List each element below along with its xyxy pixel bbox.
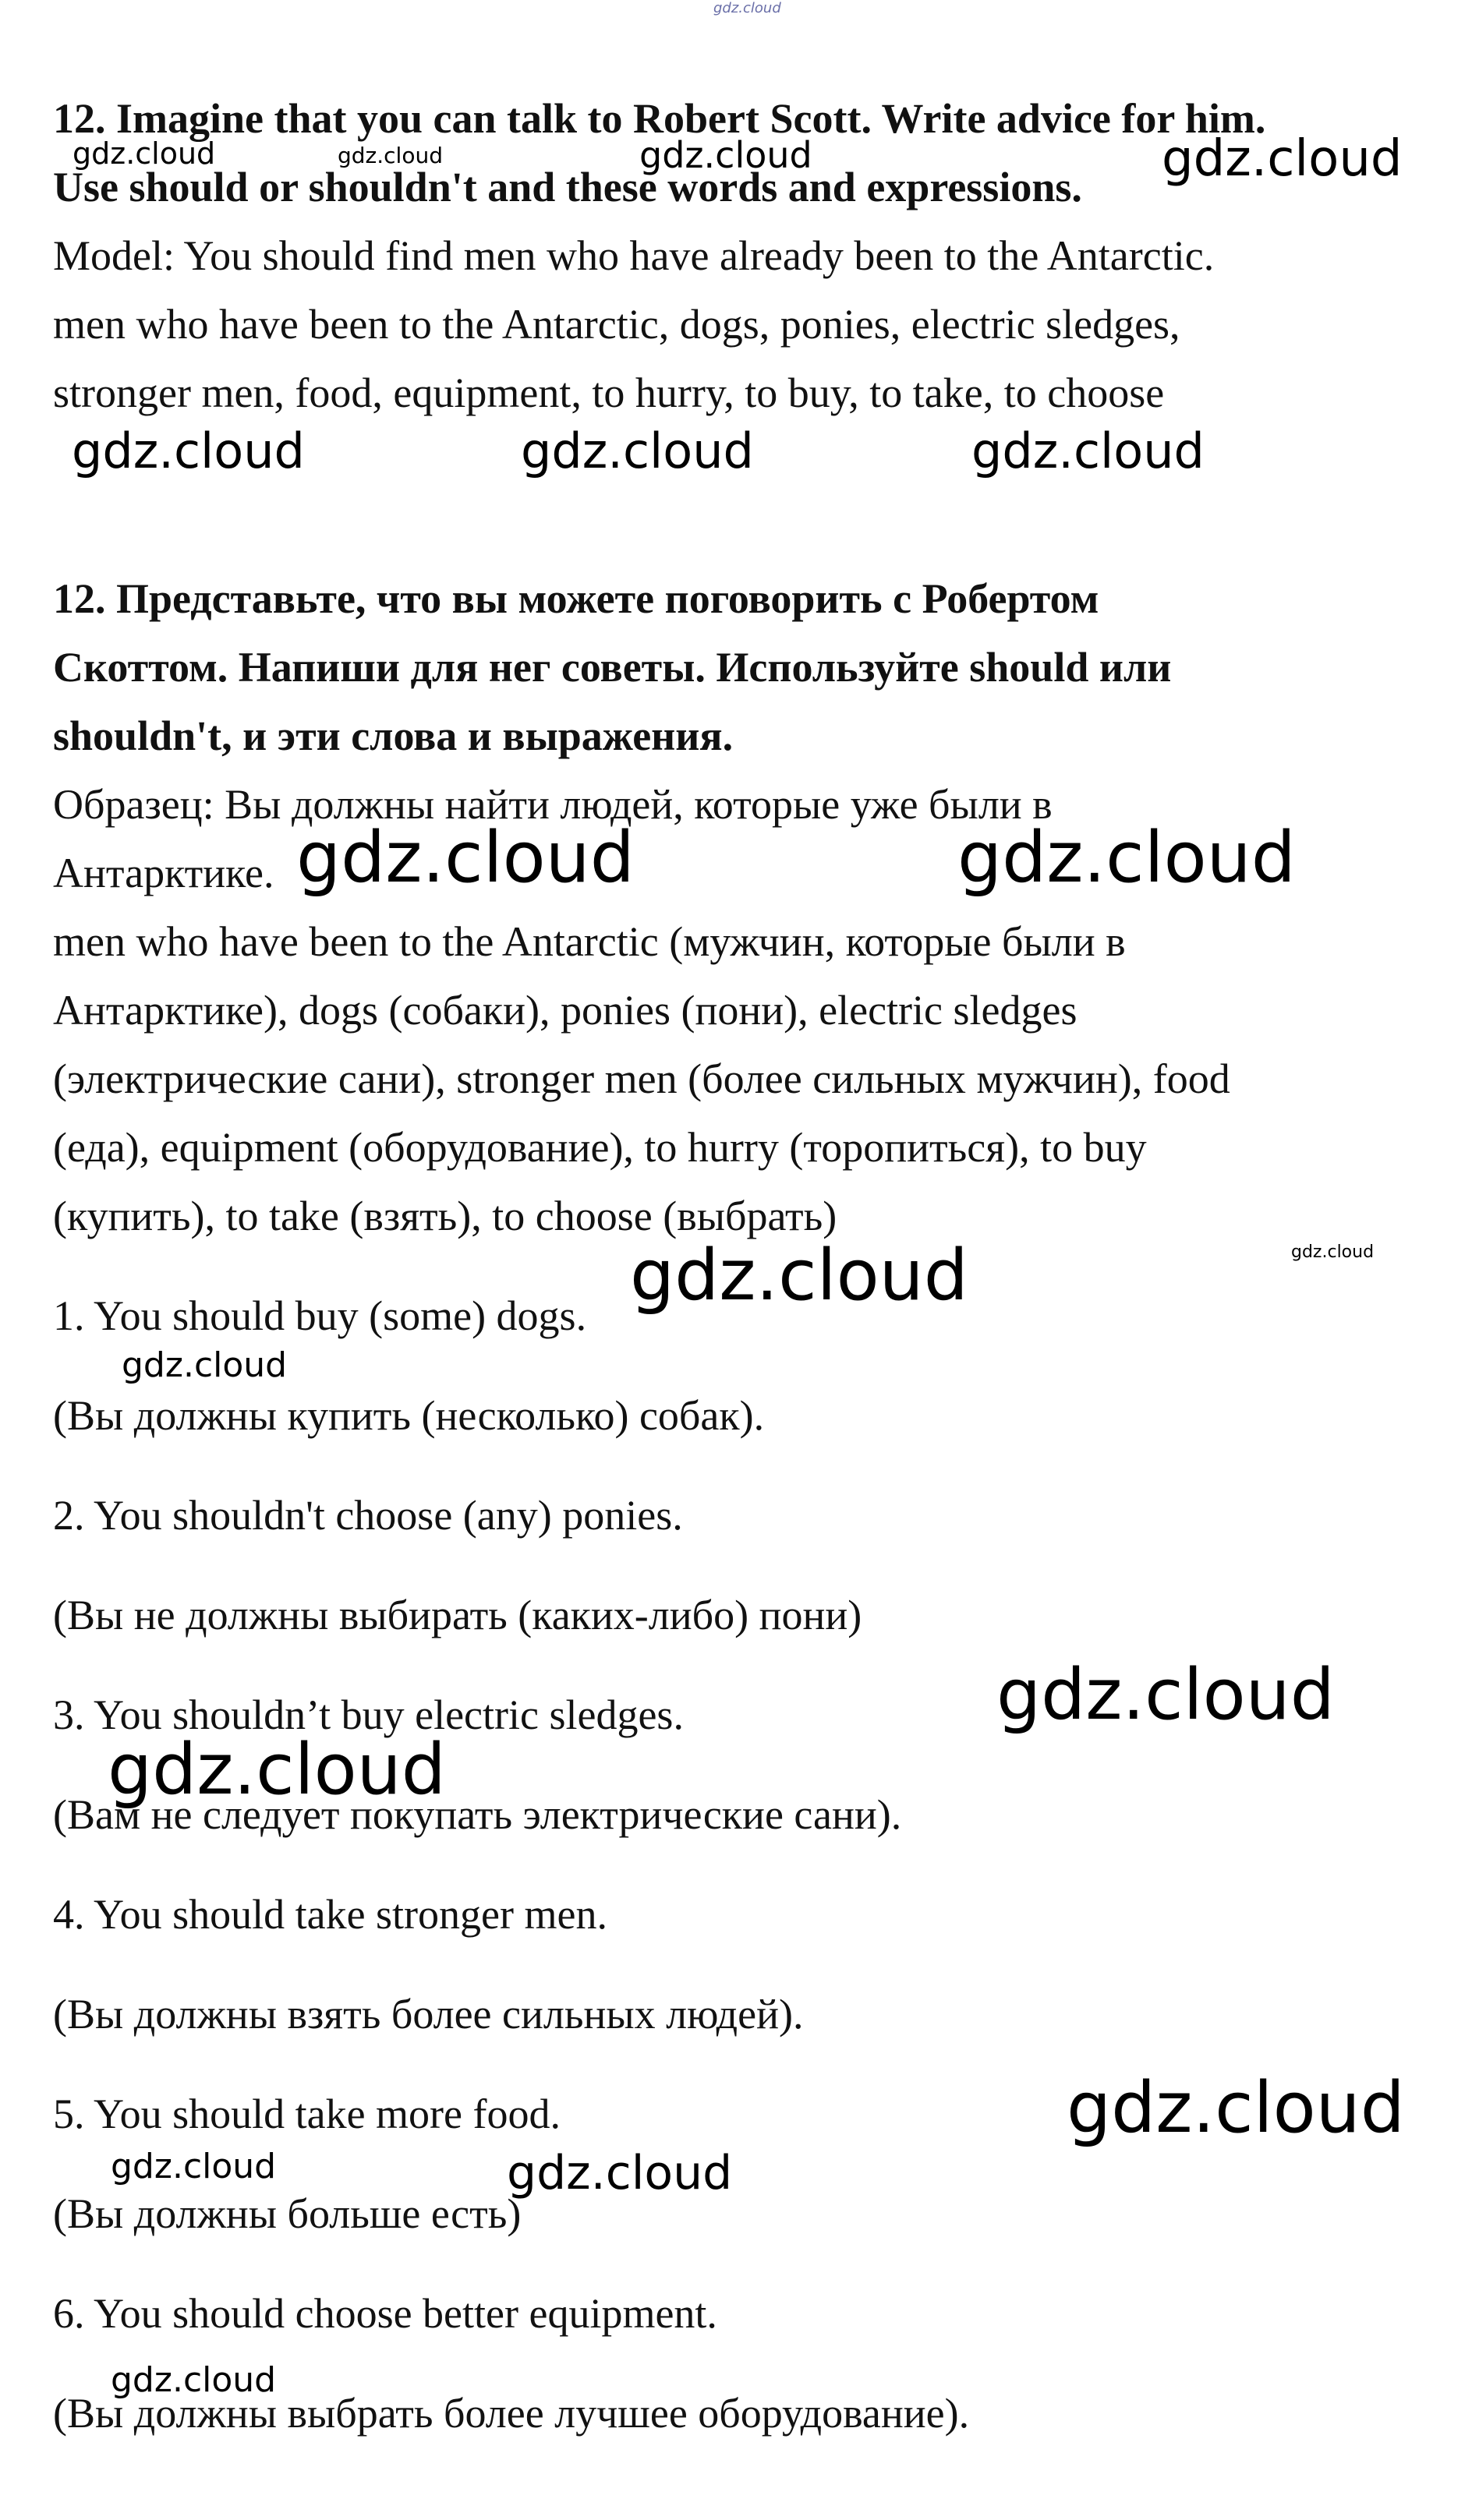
task-ru-words-line-3: (электрические сани), stronger men (более сильных мужчин), food: [53, 1055, 1230, 1102]
answer-2-en: 2. You shouldn't choose (any) ponies.: [53, 1492, 683, 1539]
task-ru-heading-line-1: 12. Представьте, что вы можете поговорить с Робертом: [53, 575, 1099, 622]
answer-2-ru: (Вы не должны выбирать (каких-либо) пони): [53, 1592, 862, 1638]
watermark: gdz.cloud: [111, 2360, 277, 2400]
task-en-heading-line-1: 12. Imagine that you can talk to Robert Scott. Write advice for him.: [53, 95, 1266, 142]
watermark: gdz.cloud: [971, 422, 1205, 479]
task-ru-words-line-4: (еда), equipment (оборудование), to hurry (торопиться), to buy: [53, 1124, 1147, 1171]
watermark: gdz.cloud: [122, 1345, 288, 1385]
answer-5-en: 5. You should take more food.: [53, 2091, 561, 2137]
watermark: gdz.cloud: [72, 422, 305, 479]
watermark: gdz.cloud: [338, 143, 443, 168]
watermark: gdz.cloud: [957, 817, 1296, 899]
answer-6-en: 6. You should choose better equipment.: [53, 2290, 717, 2337]
answer-1-ru: (Вы должны купить (несколько) собак).: [53, 1392, 765, 1439]
task-ru-model-line-2: Антарктике.: [53, 850, 274, 896]
task-en-model: Model: You should find men who have already been to the Antarctic.: [53, 232, 1215, 279]
answer-1-en: 1. You should buy (some) dogs.: [53, 1292, 587, 1339]
task-ru-heading-line-2: Скоттом. Напиши для нег советы. Используйте should или: [53, 644, 1172, 691]
task-ru-heading-line-3: shouldn't, и эти слова и выражения.: [53, 712, 734, 759]
watermark: gdz.cloud: [1067, 2067, 1405, 2149]
watermark: gdz.cloud: [73, 136, 216, 171]
task-ru-words-line-1: men who have been to the Antarctic (мужчин, которые были в: [53, 918, 1126, 965]
watermark: gdz.cloud: [108, 1729, 446, 1811]
answer-3-ru: (Вам не следует покупать электрические сани).: [53, 1791, 902, 1838]
answer-6-ru: (Вы должны выбрать более лучшее оборудование).: [53, 2390, 970, 2437]
watermark: gdz.cloud: [713, 0, 781, 16]
answer-4-en: 4. You should take stronger men.: [53, 1891, 607, 1938]
task-ru-model-line-1: Образец: Вы должны найти людей, которые уже были в: [53, 781, 1053, 828]
answer-4-ru: (Вы должны взять более сильных людей).: [53, 1991, 804, 2038]
task-en-words-line-1: men who have been to the Antarctic, dogs, ponies, electric sledges,: [53, 301, 1180, 348]
watermark: gdz.cloud: [507, 2146, 733, 2200]
task-ru-words-line-5: (купить), to take (взять), to choose (выбрать): [53, 1193, 837, 1239]
watermark: gdz.cloud: [639, 134, 812, 176]
task-en-words-line-2: stronger men, food, equipment, to hurry, to buy, to take, to choose: [53, 369, 1165, 416]
watermark: gdz.cloud: [111, 2147, 277, 2186]
answer-5-ru: (Вы должны больше есть): [53, 2190, 522, 2237]
watermark: gdz.cloud: [296, 817, 635, 899]
watermark: gdz.cloud: [996, 1654, 1335, 1736]
watermark: gdz.cloud: [630, 1235, 968, 1317]
watermark: gdz.cloud: [1162, 130, 1403, 188]
watermark: gdz.cloud: [1291, 1242, 1375, 1262]
task-en-heading-line-2: Use should or shouldn't and these words and expressions.: [53, 164, 1082, 210]
answer-3-en: 3. You shouldn’t buy electric sledges.: [53, 1691, 684, 1738]
task-ru-words-line-2: Антарктике), dogs (собаки), ponies (пони), electric sledges: [53, 987, 1077, 1034]
watermark: gdz.cloud: [521, 422, 754, 479]
